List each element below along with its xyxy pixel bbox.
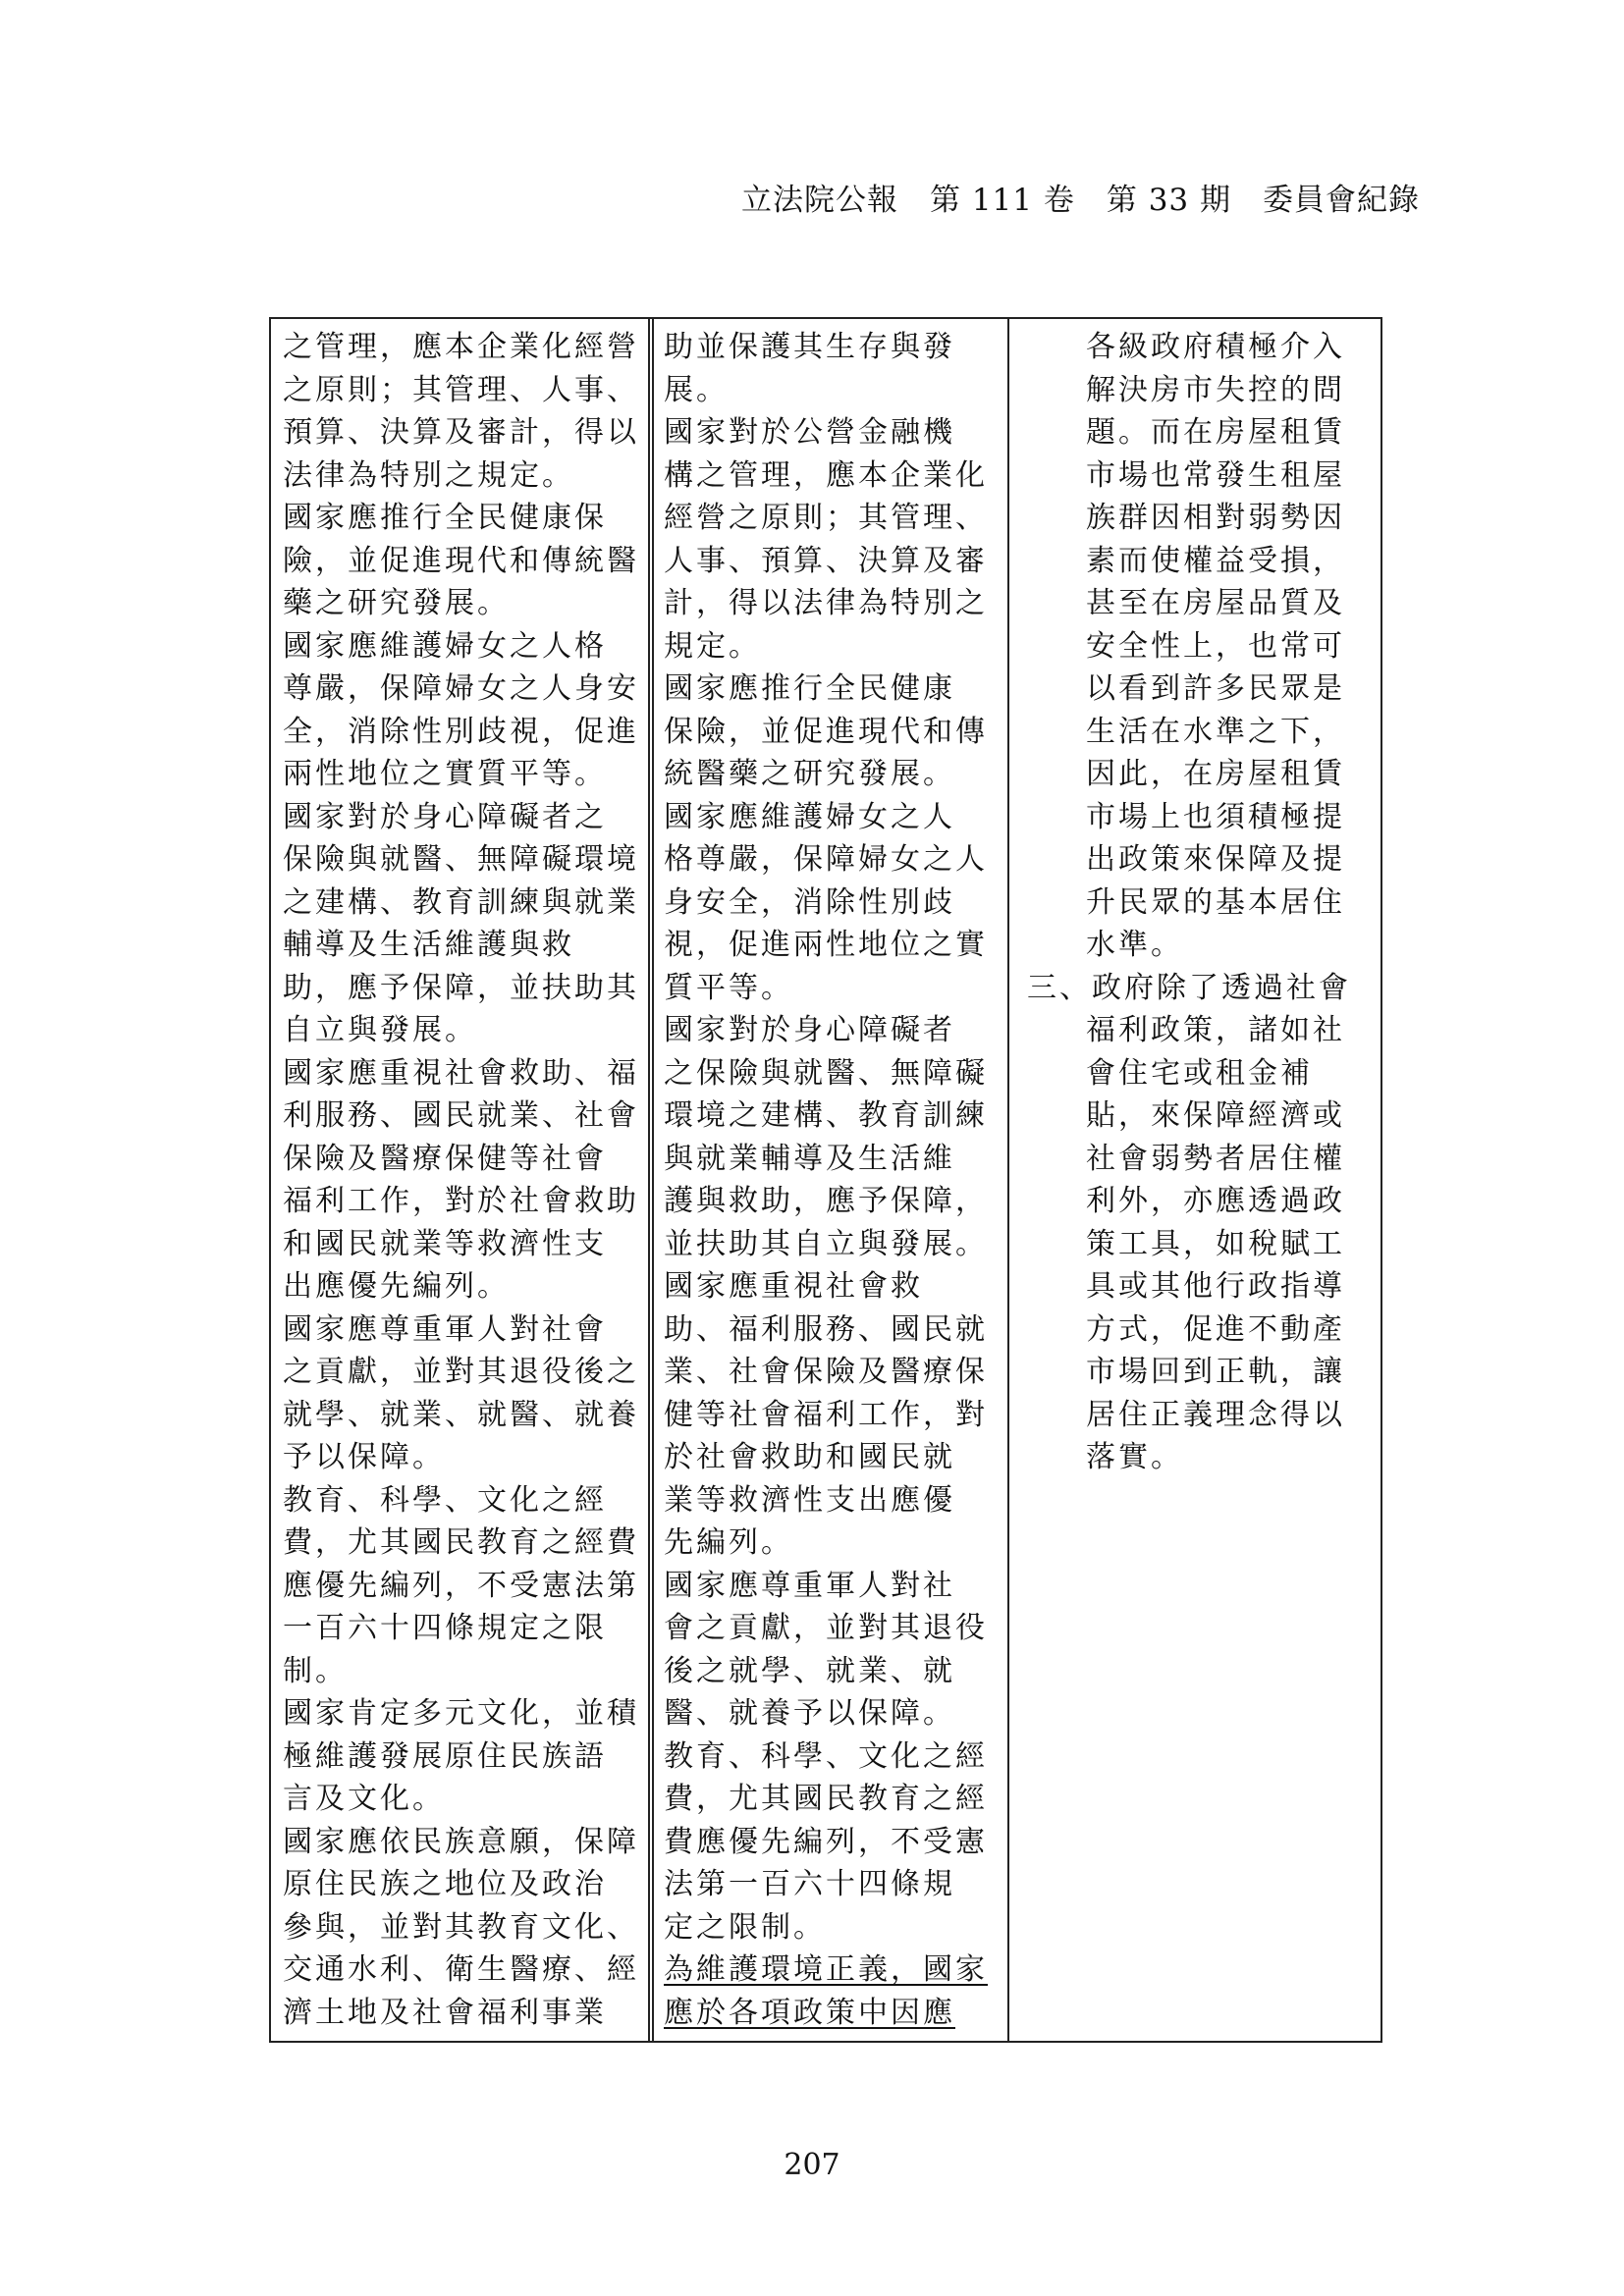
middle-column-line: 業等救濟性支出應優 bbox=[664, 1482, 955, 1518]
middle-column-line: 護與救助，應予保障， bbox=[664, 1184, 988, 1218]
right-column-line: 策工具，如稅賦工 bbox=[1086, 1226, 1345, 1261]
middle-column-line: 並扶助其自立與發展。 bbox=[664, 1226, 988, 1261]
right-column-line: 方式，促進不動產 bbox=[1086, 1311, 1345, 1347]
middle-column-line: 教育、科學、文化之經 bbox=[664, 1738, 988, 1774]
left-column-line: 藥之研究發展。 bbox=[283, 586, 510, 620]
middle-column-line: 國家對於身心障礙者 bbox=[664, 1013, 955, 1047]
right-column-line: 市場回到正軌，讓 bbox=[1086, 1355, 1345, 1389]
bulletin-header: 立法院公報 第 111 卷 第 33 期 委員會紀錄 bbox=[740, 183, 1420, 218]
middle-column bbox=[664, 326, 1017, 2034]
right-column-line: 生活在水準之下， bbox=[1086, 714, 1345, 749]
middle-column-line: 先編列。 bbox=[664, 1525, 793, 1560]
middle-column-line: 經營之原則；其管理、 bbox=[664, 501, 988, 535]
left-column-line: 利服務、國民就業、社會 bbox=[283, 1098, 639, 1133]
middle-column-line: 展。 bbox=[664, 372, 729, 407]
middle-column-line: 健等社會福利工作，對 bbox=[664, 1397, 988, 1432]
left-column-line: 保險與就醫、無障礙環境 bbox=[283, 842, 639, 877]
left-column-line: 尊嚴，保障婦女之人身安 bbox=[283, 671, 639, 706]
left-column-line: 應優先編列，不受憲法第 bbox=[283, 1568, 639, 1603]
left-column-line: 國家應依民族意願，保障 bbox=[283, 1824, 639, 1859]
right-column-line: 具或其他行政指導 bbox=[1086, 1269, 1345, 1304]
right-column-line: 居住正義理念得以 bbox=[1086, 1397, 1345, 1432]
right-column-line: 貼，來保障經濟或 bbox=[1086, 1098, 1345, 1133]
left-column-line: 濟土地及社會福利事業 bbox=[283, 1995, 607, 2030]
left-column-line: 助，應予保障，並扶助其 bbox=[283, 970, 639, 1005]
middle-column-line: 定之限制。 bbox=[664, 1909, 826, 1945]
middle-column-line: 法第一百六十四條規 bbox=[664, 1867, 955, 1901]
left-column-line: 兩性地位之實質平等。 bbox=[283, 757, 607, 791]
right-column-line: 福利政策，諸如社 bbox=[1086, 1013, 1345, 1047]
left-column-line: 之管理，應本企業化經營 bbox=[283, 330, 639, 364]
left-column-line: 國家對於身心障礙者之 bbox=[283, 799, 607, 834]
middle-column-line: 統醫藥之研究發展。 bbox=[664, 757, 955, 791]
middle-column-line: 為維護環境正義，國家 bbox=[664, 1952, 988, 1987]
left-column-line: 法律為特別之規定。 bbox=[283, 457, 574, 493]
right-column-line: 利外，亦應透過政 bbox=[1086, 1184, 1345, 1218]
middle-column-line: 質平等。 bbox=[664, 970, 793, 1005]
left-column-line: 全，消除性別歧視，促進 bbox=[283, 714, 639, 749]
left-column-line: 就學、就業、就醫、就養 bbox=[283, 1397, 639, 1432]
middle-column-line: 格尊嚴，保障婦女之人 bbox=[664, 842, 988, 877]
left-column-line: 險，並促進現代和傳統醫 bbox=[283, 543, 639, 578]
column-divider bbox=[652, 319, 654, 2041]
middle-column-line: 會之貢獻，並對其退役 bbox=[664, 1611, 988, 1645]
middle-column-line: 保險，並促進現代和傳 bbox=[664, 714, 988, 749]
middle-column-line: 助並保護其生存與發 bbox=[664, 330, 955, 364]
left-column-line: 福利工作，對於社會救助 bbox=[283, 1184, 639, 1218]
left-column-line: 極維護發展原住民族語 bbox=[283, 1738, 607, 1774]
right-column-line: 水準。 bbox=[1086, 928, 1183, 962]
left-column-line: 教育、科學、文化之經 bbox=[283, 1482, 607, 1518]
left-column-line: 自立與發展。 bbox=[283, 1013, 477, 1047]
middle-column-line: 於社會救助和國民就 bbox=[664, 1440, 955, 1474]
middle-column-line: 費，尤其國民教育之經 bbox=[664, 1782, 988, 1816]
right-column-line: 出政策來保障及提 bbox=[1086, 842, 1345, 877]
left-column-line: 之原則；其管理、人事、 bbox=[283, 372, 639, 407]
left-column-line: 輔導及生活維護與救 bbox=[283, 928, 574, 962]
page-number: 207 bbox=[784, 2148, 840, 2182]
right-column-line: 社會弱勢者居住權 bbox=[1086, 1141, 1345, 1176]
left-column-line: 和國民就業等救濟性支 bbox=[283, 1226, 607, 1261]
left-column-line: 交通水利、衛生醫療、經 bbox=[283, 1952, 639, 1987]
left-column bbox=[283, 326, 646, 2034]
middle-column-line: 業、社會保險及醫療保 bbox=[664, 1355, 988, 1389]
right-column-line: 落實。 bbox=[1086, 1440, 1183, 1474]
right-column-line: 因此，在房屋租賃 bbox=[1086, 757, 1345, 791]
left-column-line: 之貢獻，並對其退役後之 bbox=[283, 1355, 639, 1389]
left-column-line: 予以保障。 bbox=[283, 1440, 445, 1474]
left-column-line: 出應優先編列。 bbox=[283, 1269, 510, 1304]
middle-column-line: 計，得以法律為特別之 bbox=[664, 586, 988, 620]
middle-column-line: 後之就學、就業、就 bbox=[664, 1653, 955, 1688]
left-column-line: 一百六十四條規定之限 bbox=[283, 1611, 607, 1645]
left-column-line: 國家肯定多元文化，並積 bbox=[283, 1696, 639, 1731]
left-column-line: 國家應推行全民健康保 bbox=[283, 501, 607, 535]
column-divider bbox=[648, 319, 650, 2041]
right-column-line: 題。而在房屋租賃 bbox=[1086, 415, 1345, 450]
middle-column-line: 環境之建構、教育訓練 bbox=[664, 1098, 988, 1133]
right-column bbox=[1027, 326, 1380, 1479]
middle-column-line: 國家對於公營金融機 bbox=[664, 415, 955, 450]
left-column-line: 費，尤其國民教育之經費 bbox=[283, 1525, 639, 1560]
middle-column-line: 應於各項政策中因應 bbox=[664, 1995, 955, 2030]
middle-column-line: 國家應推行全民健康 bbox=[664, 671, 955, 706]
left-column-line: 國家應尊重軍人對社會 bbox=[283, 1311, 607, 1347]
middle-column-line: 國家應重視社會救 bbox=[664, 1269, 923, 1304]
middle-column-line: 國家應維護婦女之人 bbox=[664, 799, 955, 834]
middle-column-line: 國家應尊重軍人對社 bbox=[664, 1568, 955, 1603]
right-column-line: 解決房市失控的問 bbox=[1086, 372, 1345, 407]
comparison-table bbox=[269, 317, 1382, 2043]
middle-column-line: 人事、預算、決算及審 bbox=[664, 543, 988, 578]
left-column-line: 國家應重視社會救助、福 bbox=[283, 1055, 639, 1091]
left-column-line: 之建構、教育訓練與就業 bbox=[283, 884, 639, 920]
middle-column-line: 規定。 bbox=[664, 628, 761, 664]
right-column-line: 市場上也須積極提 bbox=[1086, 799, 1345, 834]
right-column-line: 三、政府除了透過社會 bbox=[1027, 970, 1351, 1005]
left-column-line: 原住民族之地位及政治 bbox=[283, 1867, 607, 1901]
left-column-line: 保險及醫療保健等社會 bbox=[283, 1141, 607, 1176]
left-column-line: 制。 bbox=[283, 1653, 348, 1688]
right-column-line: 安全性上，也常可 bbox=[1086, 628, 1345, 664]
right-column-line: 各級政府積極介入 bbox=[1086, 330, 1345, 364]
left-column-line: 國家應維護婦女之人格 bbox=[283, 628, 607, 664]
right-column-line: 甚至在房屋品質及 bbox=[1086, 586, 1345, 620]
right-column-line: 會住宅或租金補 bbox=[1086, 1055, 1313, 1091]
right-column-line: 以看到許多民眾是 bbox=[1086, 671, 1345, 706]
right-column-line: 升民眾的基本居住 bbox=[1086, 884, 1345, 920]
middle-column-line: 之保險與就醫、無障礙 bbox=[664, 1055, 988, 1091]
middle-column-line: 構之管理，應本企業化 bbox=[664, 457, 988, 493]
right-column-line: 族群因相對弱勢因 bbox=[1086, 501, 1345, 535]
right-column-line: 市場也常發生租屋 bbox=[1086, 457, 1345, 493]
middle-column-line: 助、福利服務、國民就 bbox=[664, 1311, 988, 1347]
left-column-line: 言及文化。 bbox=[283, 1782, 445, 1816]
middle-column-line: 醫、就養予以保障。 bbox=[664, 1696, 955, 1731]
middle-column-line: 費應優先編列，不受憲 bbox=[664, 1824, 988, 1859]
left-column-line: 預算、決算及審計，得以 bbox=[283, 415, 639, 450]
middle-column-line: 與就業輔導及生活維 bbox=[664, 1141, 955, 1176]
left-column-line: 參與，並對其教育文化、 bbox=[283, 1909, 639, 1945]
middle-column-line: 身安全，消除性別歧 bbox=[664, 884, 955, 920]
right-column-line: 素而使權益受損， bbox=[1086, 543, 1345, 578]
middle-column-line: 視，促進兩性地位之實 bbox=[664, 928, 988, 962]
